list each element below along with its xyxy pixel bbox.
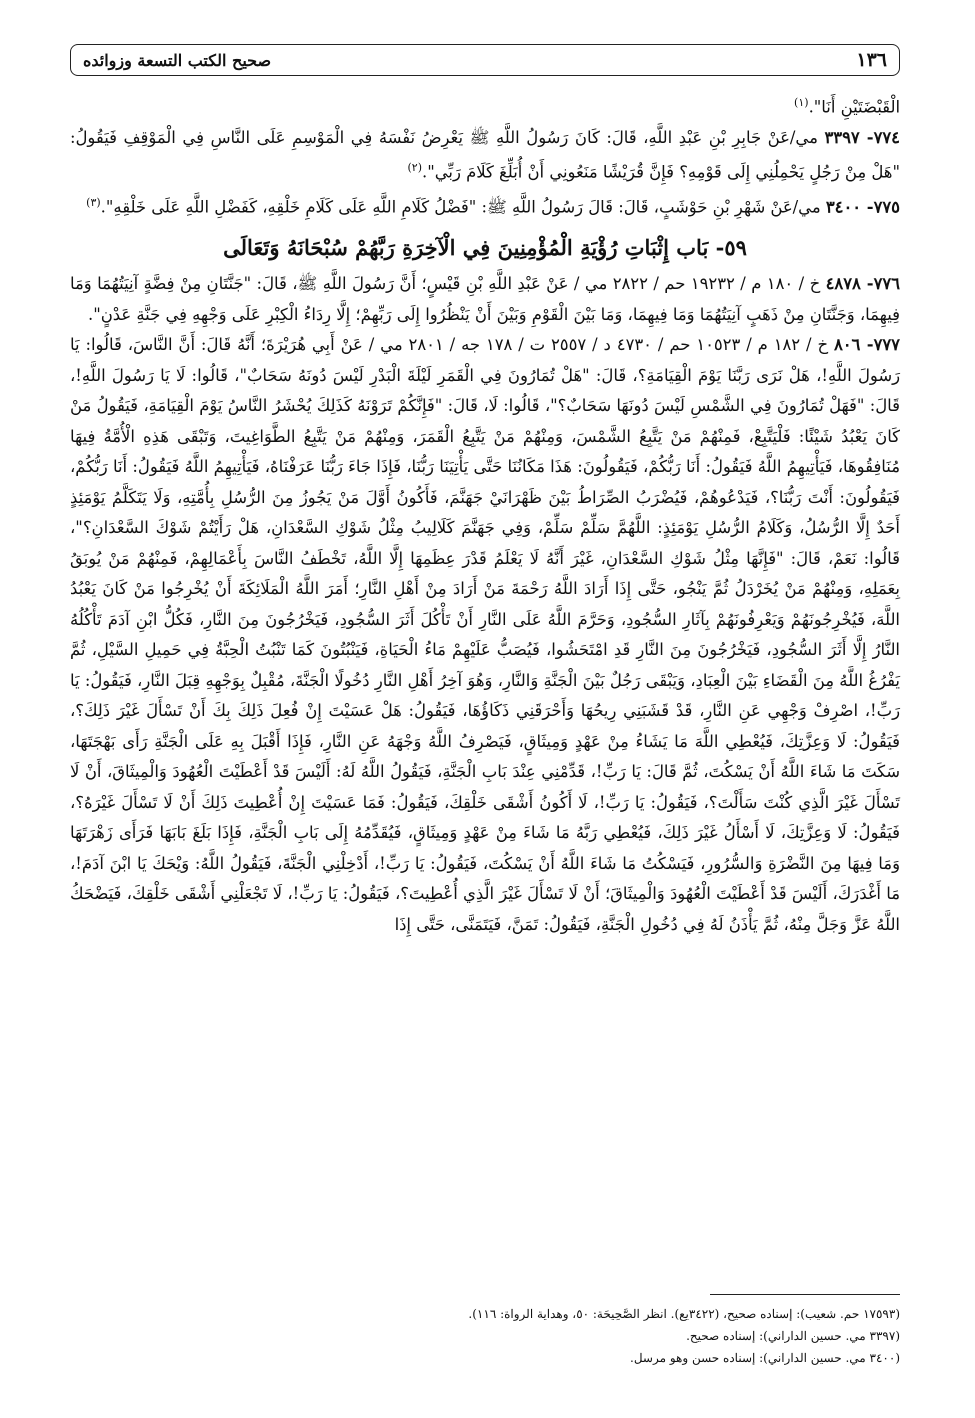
document-page <box>70 44 900 1404</box>
book-title: صحيح الكتب التسعة وزوائده <box>83 50 272 70</box>
chapter-heading: ٥٩- بَاب إِثْبَاتِ رُؤْيَةِ الْمُؤْمِنِينَ فِي الْآخِرَةِ رَبَّهُمْ سُبْحَانَهُ وَتَعَالَى <box>223 235 747 261</box>
hadith-text: خ / ١٨٢ م / ١٠٥٢٣ حم / ٤٧٣٠ د / ٢٥٥٧ ت / ١٧٨ جه / ٢٨٠١ مي / عَنْ أَبِي هُرَيْرَةَ؛ أَنَّهُ قَالَ: أَنَّ النَّاسَ، قَالُوا: يَا رَسُولَ اللَّهِ!، هَلْ نَرَى رَبَّنَا يَوْمَ الْقِيَامَةِ؟، قَالَ: "هَلْ تُمَارُونَ فِي الْقَمَرِ لَيْلَةَ الْبَدْرِ لَيْسَ دُونَهُ سَحَابٌ"، قَالُوا: لَا يَا رَسُولَ اللَّهِ!، قَالَ: "فَهَلْ تُمَارُونَ فِي الشَّمْسِ لَيْسَ دُونَهَا سَحَابٌ؟"، قَالُوا: لَا، قَالَ: "فَإِنَّكُمْ تَرَوْنَهُ كَذَلِكَ يُحْشَرُ النَّاسُ يَوْمَ الْقِيَامَةِ، فَيَقُولُ مَنْ كَانَ يَعْبُدُ شَيْئًا: فَلْيَتَّبِعْ، فَمِنْهُمْ مَنْ يَتَّبِعُ الشَّمْسَ، وَمِنْهُمْ مَنْ يَتَّبِعُ الْقَمَرَ، وَمِنْهُمْ مَنْ يَتَّبِعُ الطَّوَاغِيتَ، وَتَبْقَى هَذِهِ الْأُمَّةُ فِيهَا مُنَافِقُوهَا، فَيَأْتِيهِمُ اللَّهُ فَيَقُولُ: أَنَا رَبُّكُمْ، فَيَقُولُونَ: هَذَا مَكَانُنَا حَتَّى يَأْتِيَنَا رَبُّنَا، فَإِذَا جَاءَ رَبُّنَا عَرَفْنَاهُ، فَيَأْتِيهِمُ اللَّهُ فَيَقُولُ: أَنَا رَبُّكُمْ، فَيَقُولُونَ: أَنْتَ رَبُّنَا؟، فَيَدْعُوهُمْ، فَيُضْرَبُ الصِّرَاطُ بَيْنَ ظَهْرَانَيْ جَهَنَّمَ، فَأَكُونُ أَوَّلَ مَنْ يَجُوزُ مِنَ الرُّسُلِ بِأُمَّتِهِ، وَلَا يَتَكَلَّمُ يَوْمَئِذٍ أَحَدٌ إِلَّا الرُّسُلُ، وَكَلَامُ الرُّسُلِ يَوْمَئِذٍ: اللَّهُمَّ سَلِّمْ سَلِّمْ، وَفِي جَهَنَّمَ كَلَالِيبُ مِثْلُ شَوْكِ السَّعْدَانِ، هَلْ رَأَيْتُمْ شَوْكَ السَّعْدَانِ؟"، قَالُوا: نَعَمْ، قَالَ: "فَإِنَّهَا مِثْلُ شَوْكِ السَّعْدَانِ، غَيْرَ أَنَّهُ لَا يَعْلَمُ قَدْرَ عِظَمِهَا إِلَّا اللَّهُ، تَخْطَفُ النَّاسَ بِأَعْمَالِهِمْ، فَمِنْهُمْ مَنْ يُوبَقُ بِعَمَلِهِ، وَمِنْهُمْ مَنْ يُخَرْدَلُ ثُمَّ يَنْجُو، حَتَّى إِذَا أَرَادَ اللَّهُ رَحْمَةَ مَنْ أَرَادَ مِنْ أَهْلِ النَّارِ؛ أَمَرَ اللَّهُ الْمَلَائِكَةَ أَنْ يُخْرِجُوا مَنْ كَانَ يَعْبُدُ اللَّهَ، فَيُخْرِجُونَهُمْ وَيَعْرِفُونَهُمْ بِآثَارِ السُّجُودِ، وَحَرَّمَ اللَّهُ عَلَى النَّارِ أَنْ تَأْكُلَ أَثَرَ السُّجُودِ، فَيَخْرُجُونَ مِنَ النَّارِ، فَكُلُّ ابْنِ آدَمَ تَأْكُلُهُ النَّارُ إِلَّا أَثَرَ السُّجُودِ، فَيَخْرُجُونَ مِنَ النَّارِ قَدِ امْتَحَشُوا، فَيُصَبُّ عَلَيْهِمْ مَاءُ الْحَيَاةِ، فَيَنْبُتُونَ كَمَا تَنْبُتُ الْحِبَّةُ فِي حَمِيلِ السَّيْلِ، ثُمَّ يَفْرُغُ اللَّهُ مِنَ الْقَضَاءِ بَيْنَ الْعِبَادِ، وَيَبْقَى رَجُلٌ بَيْنَ الْجَنَّةِ وَالنَّارِ، وَهُوَ آخِرُ أَهْلِ النَّارِ دُخُولًا الْجَنَّةَ، مُقْبِلٌ بِوَجْهِهِ قِبَلَ النَّارِ، فَيَقُولُ: يَا رَبِّ!، اصْرِفْ وَجْهِي عَنِ النَّارِ، قَدْ قَشَبَنِي رِيحُهَا وَأَحْرَقَنِي ذَكَاؤُهَا، فَيَقُولُ: هَلْ عَسَيْتَ إِنْ فُعِلَ ذَلِكَ بِكَ أَنْ تَسْأَلَ غَيْرَ ذَلِكَ؟، فَيَقُولُ: لَا وَعِزَّتِكَ، فَيُعْطِي اللَّهَ مَا يَشَاءُ مِنْ عَهْدٍ وَمِيثَاقٍ، فَيَصْرِفُ اللَّهُ وَجْهَهُ عَنِ النَّارِ، فَإِذَا أَقْبَلَ بِهِ عَلَى الْجَنَّةِ رَأَى بَهْجَتَهَا، سَكَتَ مَا شَاءَ اللَّهُ أَنْ يَسْكُتَ، ثُمَّ قَالَ: يَا رَبِّ!، قَدِّمْنِي عِنْدَ بَابِ الْجَنَّةِ، فَيَقُولُ اللَّهُ لَهُ: أَلَيْسَ قَدْ أَعْطَيْتَ الْعُهُودَ وَالْمِيثَاقَ، أَنْ لَا تَسْأَلَ غَيْرَ الَّذِي كُنْتَ سَأَلْتَ؟، فَيَقُولُ: يَا رَبِّ!، لَا أَكُونُ أَشْقَى خَلْقِكَ، فَيَقُولُ: فَمَا عَسَيْتَ إِنْ أُعْطِيتَ ذَلِكَ أَنْ لَا تَسْأَلَ غَيْرَهُ؟، فَيَقُولُ: لَا وَعِزَّتِكَ، لَا أَسْأَلُ غَيْرَ ذَلِكَ، فَيُعْطِي رَبَّهُ مَا شَاءَ مِنْ عَهْدٍ وَمِيثَاقٍ، فَيُقَدِّمُهُ إِلَى بَابِ الْجَنَّةِ، فَإِذَا بَلَغَ بَابَهَا فَرَأَى زَهْرَتَهَا وَمَا فِيهَا مِنَ النَّضْرَةِ وَالسُّرُورِ، فَيَسْكُتُ مَا شَاءَ اللَّهُ أَنْ يَسْكُتَ، فَيَقُولُ: يَا رَبِّ!، أَدْخِلْنِي الْجَنَّةَ، فَيَقُولُ اللَّهُ: وَيْحَكَ يَا ابْنَ آدَمَ!، مَا أَغْدَرَكَ، أَلَيْسَ قَدْ أَعْطَيْتَ الْعُهُودَ وَالْمِيثَاقَ؛ أَنْ لَا تَسْأَلَ غَيْرَ الَّذِي أُعْطِيتَ؟، فَيَقُولُ: يَا رَبِّ!، لَا تَجْعَلْنِي أَشْقَى خَلْقِكَ، فَيَضْحَكُ اللَّهُ عَزَّ وَجَلَّ مِنْهُ، ثُمَّ يَأْذَنُ لَهُ فِي دُخُولِ الْجَنَّةِ، فَيَقُولُ: تَمَنَّ، فَيَتَمَنَّى، حَتَّى إِذَا <box>70 335 900 934</box>
hadith-777 <box>70 330 900 940</box>
hadith-text: مي/عَنْ شَهْرِ بْنِ حَوْشَبٍ، قَالَ: قَالَ رَسُولُ اللَّهِ ﷺ: "فَضْلُ كَلَامِ اللَّهِ عَلَى كَلَامِ خَلْقِهِ، كَفَضْلِ اللَّهِ عَلَى خَلْقِهِ". <box>100 197 821 217</box>
footnote-1 <box>70 1303 900 1325</box>
footnote-3 <box>70 1347 900 1369</box>
hadith-776 <box>70 269 900 330</box>
hadith-text: مي/عَنْ جَابِرِ بْنِ عَبْدِ اللَّهِ، قَالَ: كَانَ رَسُولُ اللَّهِ ﷺ يَعْرِضُ نَفْسَهُ فِي الْمَوْسِمِ عَلَى النَّاسِ فِي الْمَوْقِفِ فَيَقُولُ: "هَلْ مِنْ رَجُلٍ يَحْمِلُنِي إِلَى قَوْمِهِ؟ فَإِنَّ قُرَيْشًا مَنَعُونِي أَنْ أُبَلِّغَ كَلَامَ رَبِّي". <box>70 127 900 182</box>
hadith-774 <box>70 123 900 188</box>
footnote-text: (٣٣٩٧ مي. حسين الداراني): إسناده صحيح. <box>686 1329 900 1343</box>
footnote-ref-2: (٢) <box>407 161 422 175</box>
hadith-number: ٧٧٧- ٨٠٦ <box>833 335 900 355</box>
hadith-number: ٧٧٦- ٤٨٧٨ <box>825 274 900 294</box>
hadith-775 <box>70 188 900 223</box>
footnote-ref-3: (٣) <box>86 196 101 210</box>
footnote-text: (١٧٥٩٣ حم. شعيب): إسناده صحيح، (٣٤٢٢يع). انظر الصَّحِيحَة: ٥٠، وهداية الرواة: ١١٦). <box>468 1307 900 1321</box>
footnote-text: (٣٤٠٠ مي. حسين الداراني): إسناده حسن وهو مرسل. <box>630 1351 900 1365</box>
footnote-divider <box>710 1294 900 1295</box>
lead-text: الْقَبْضَتَيْنِ أَنَا". <box>808 97 900 117</box>
page-number: ١٣٦ <box>856 49 887 71</box>
footnote-2 <box>70 1325 900 1347</box>
hadith-number: ٧٧٤- ٣٣٩٧ <box>824 127 900 147</box>
footnotes <box>70 1294 900 1369</box>
hadith-text: خ / ١٨٠ م / ١٩٢٣٢ حم / ٢٨٢٢ مي / عَنْ عَبْدِ اللَّهِ بْنِ قَيْسٍ؛ أَنَّ رَسُولَ اللَّهِ ﷺ، قَالَ: "جَنَّتَانِ مِنْ فِضَّةٍ آنِيَتُهُمَا وَمَا فِيهِمَا، وَجَنَّتَانِ مِنْ ذَهَبٍ آنِيَتُهُمَا وَمَا فِيهِمَا، وَمَا بَيْنَ الْقَوْمِ وَبَيْنَ أَنْ يَنْظُرُوا إِلَى رَبِّهِمْ؛ إِلَّا رِدَاءُ الْكِبْرِ عَلَى وَجْهِهِ فِي جَنَّةِ عَدْنٍ". <box>70 274 900 324</box>
page-body <box>70 88 900 940</box>
hadith-number: ٧٧٥- ٣٤٠٠ <box>825 197 900 217</box>
footnote-ref-1: (١) <box>794 96 809 109</box>
page-header <box>70 44 900 76</box>
lead-fragment <box>70 88 900 123</box>
